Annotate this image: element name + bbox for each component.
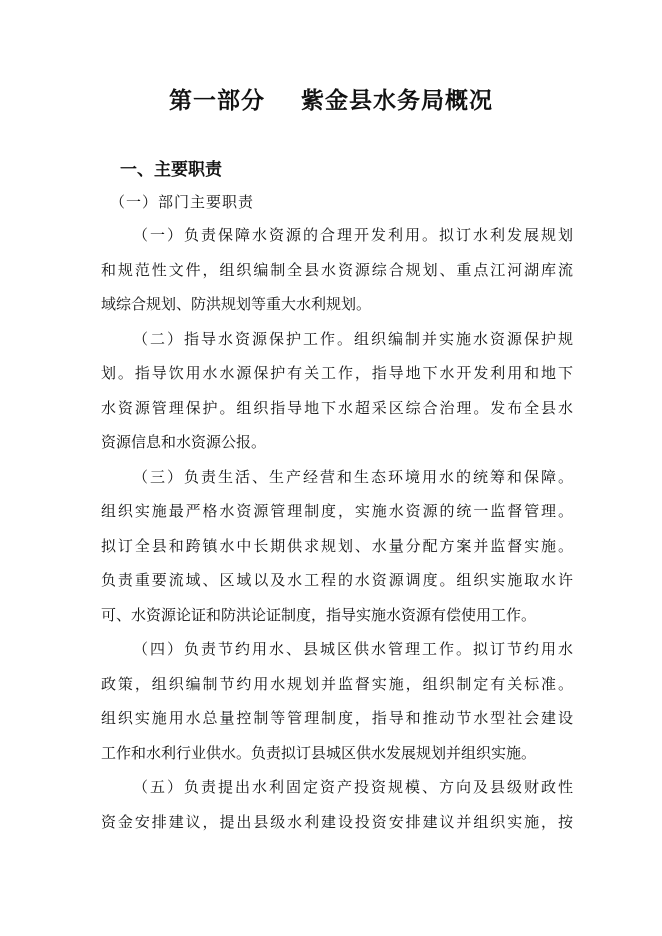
paragraph-1 (101, 218, 573, 322)
paragraph-line: 政策，组织编制节约用水规划并监督实施，组织制定有关标准。 (101, 674, 573, 693)
paragraph-line: 划。指导饮用水水源保护有关工作，指导地下水开发利用和地下 (101, 364, 573, 382)
paragraph-line: 拟订全县和跨镇水中长期供求规划、水量分配方案并监督实施。 (101, 536, 573, 555)
paragraph-line: 域综合规划、防洪规划等重大水利规划。 (101, 295, 372, 313)
paragraph-5 (101, 770, 573, 839)
paragraph-3 (101, 460, 573, 633)
paragraph-line: （五）负责提出水利固定资产投资规模、方向及县级财政性 (133, 778, 573, 796)
paragraph-line: 组织实施最严格水资源管理制度，实施水资源的统一监督管理。 (101, 502, 573, 520)
paragraph-line: 组织实施用水总量控制等管理制度，指导和推动节水型社会建设 (101, 709, 573, 727)
paragraph-line: 和规范性文件，组织编制全县水资源综合规划、重点江河湖库流 (101, 260, 573, 279)
paragraph-line: （二）指导水资源保护工作。组织编制并实施水资源保护规 (133, 329, 573, 348)
paragraph-line: （四）负责节约用水、县城区供水管理工作。拟订节约用水 (133, 640, 573, 658)
section-heading: 一、主要职责 (120, 160, 222, 180)
subsection-heading: （一）部门主要职责 (110, 193, 255, 211)
paragraph-line: 工作和水利行业供水。负责拟订县城区供水发展规划并组织实施。 (101, 743, 537, 762)
paragraph-line: （三）负责生活、生产经营和生态环境用水的统筹和保障。 (133, 467, 573, 486)
paragraph-2 (101, 322, 573, 460)
paragraph-4 (101, 632, 573, 770)
paragraph-line: （一）负责保障水资源的合理开发利用。拟订水利发展规划 (133, 226, 573, 244)
page-title: 第一部分 紫金县水务局概况 (168, 88, 494, 114)
paragraph-line: 负责重要流域、区域以及水工程的水资源调度。组织实施取水许 (101, 571, 573, 589)
paragraph-line: 资源信息和水资源公报。 (101, 433, 267, 451)
paragraph-line: 可、水资源论证和防洪论证制度，指导实施水资源有偿使用工作。 (101, 605, 537, 624)
paragraph-line: 资金安排建议，提出县级水利建设投资安排建议并组织实施，按 (101, 812, 573, 831)
paragraph-line: 水资源管理保护。组织指导地下水超采区综合治理。发布全县水 (101, 398, 573, 417)
